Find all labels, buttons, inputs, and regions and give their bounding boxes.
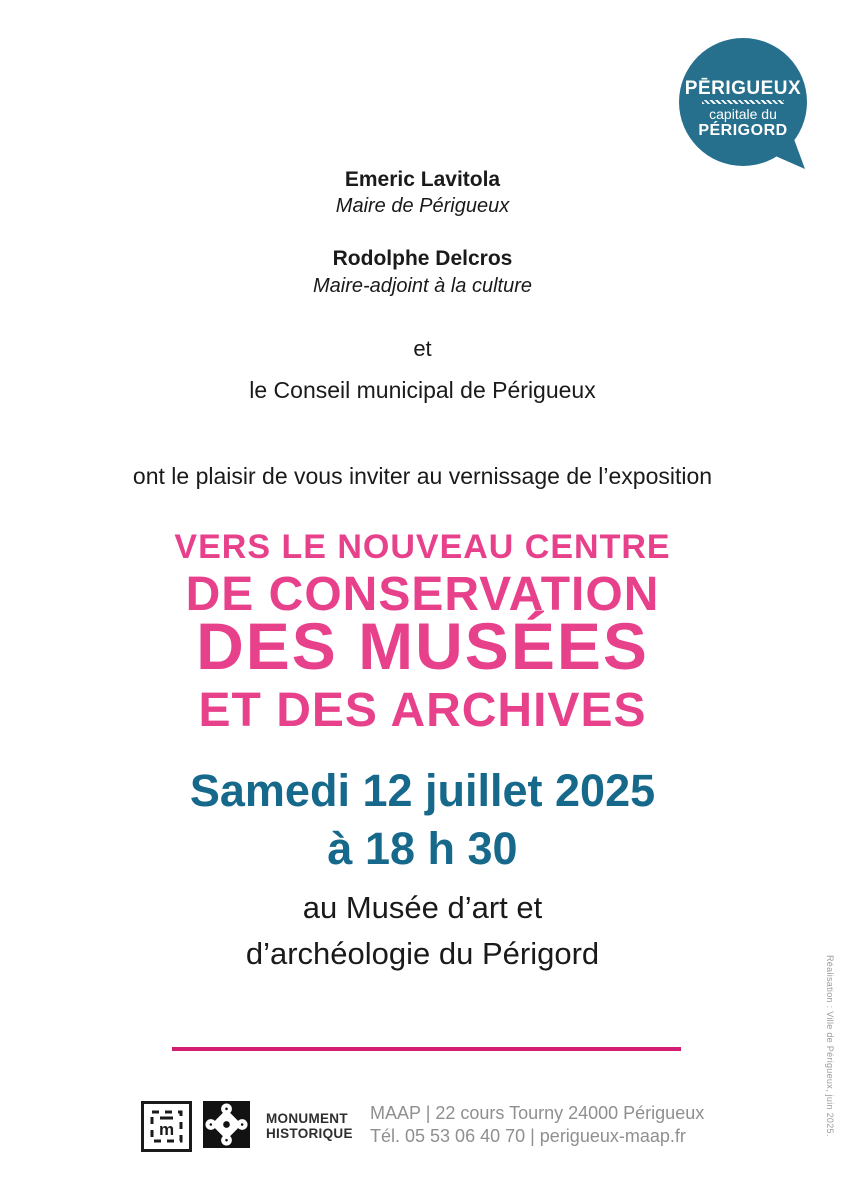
exhibition-title-line-4: ET DES ARCHIVES (198, 684, 647, 737)
monument-historique-icon (203, 1101, 250, 1148)
venue-line: d’archéologie du Périgord (245, 936, 600, 971)
svg-text:m: m (158, 1120, 175, 1139)
council-text: le Conseil municipal de Périgueux (249, 377, 596, 403)
footer-address-line: MAAP | 22 cours Tourny 24000 Périgueux (370, 1103, 705, 1123)
host-name: Rodolphe Delcros (332, 247, 513, 270)
divider-rule (172, 1047, 681, 1051)
venue-line: au Musée d’art et (302, 890, 543, 925)
logo-divider (702, 100, 784, 104)
event-date: Samedi 12 juillet 2025 (189, 765, 656, 816)
exhibition-title-line-2: DE CONSERVATION (185, 568, 660, 621)
logo-city-name: PĒRIGUEUX (684, 78, 802, 99)
logo-region-name: PÉRIGORD (698, 122, 788, 139)
footer-address-line: Tél. 05 53 06 40 70 | perigueux-maap.fr (370, 1126, 686, 1146)
footer-address (370, 1102, 770, 1148)
monument-historique-label-line: HISTORIQUE (266, 1126, 353, 1141)
perigueux-logo (678, 37, 810, 169)
musee-de-france-icon (141, 1101, 192, 1152)
monument-historique-label-line: MONUMENT (266, 1111, 348, 1126)
conjunction-text: et (413, 336, 432, 361)
invitation-text: ont le plaisir de vous inviter au vernissage de l’exposition (132, 463, 713, 489)
monument-historique-label (266, 1111, 376, 1141)
event-time: à 18 h 30 (327, 823, 518, 874)
host-name: Emeric Lavitola (344, 168, 501, 191)
exhibition-title-line-1: VERS LE NOUVEAU CENTRE (174, 528, 671, 566)
production-credit: Réalisation : Ville de Périgueux, juin 2025. (825, 955, 835, 1137)
exhibition-title-line-3: DES MUSÉES (196, 609, 649, 683)
host-title: Maire de Périgueux (335, 195, 510, 217)
host-title: Maire-adjoint à la culture (313, 275, 532, 297)
logo-tagline: capitale du (709, 106, 777, 122)
